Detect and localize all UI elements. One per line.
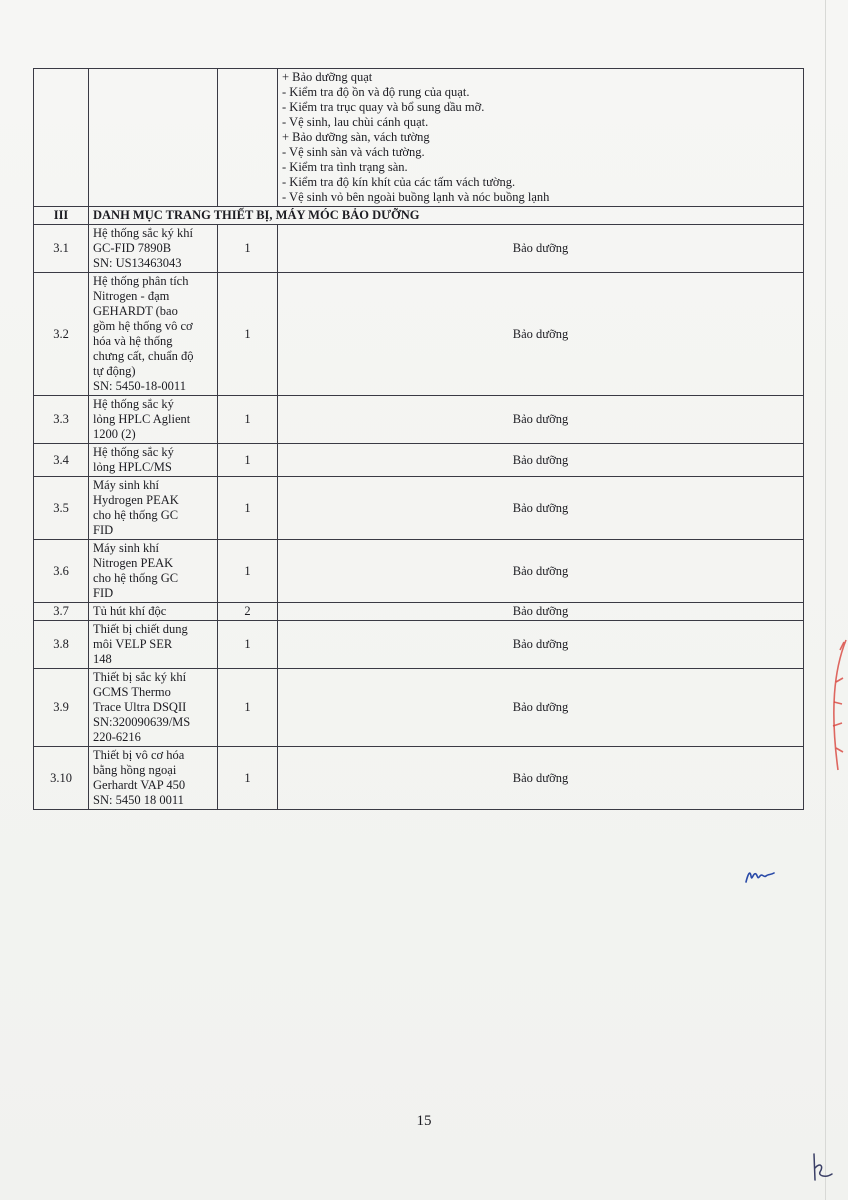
equipment-name [89,603,218,621]
table-row [34,747,804,810]
equipment-name-line: GC-FID 7890B [93,241,172,255]
cell-empty [34,69,89,207]
table-row [34,396,804,444]
table-row [34,603,804,621]
maintenance-steps-cell [278,69,804,207]
equipment-name-line: Máy sinh khí [93,478,159,492]
maintenance-step: - Vệ sinh, lau chùi cánh quạt. [282,115,429,129]
equipment-name [89,747,218,810]
maintenance-action: Bảo dưỡng [278,621,804,669]
equipment-name-line: 148 [93,652,112,666]
equipment-name-line: bằng hồng ngoại [93,763,177,777]
maintenance-step: - Kiểm tra trục quay và bổ sung dầu mỡ. [282,100,485,114]
equipment-name [89,621,218,669]
equipment-name-line: môi VELP SER [93,637,173,651]
maintenance-action: Bảo dưỡng [278,396,804,444]
row-number: 3.2 [34,273,89,396]
quantity: 1 [218,477,278,540]
equipment-name [89,396,218,444]
equipment-name-line: gồm hệ thống vô cơ [93,319,193,333]
maintenance-action: Bảo dưỡng [278,225,804,273]
table-row-continued [34,69,804,207]
equipment-name-line: lỏng HPLC Aglient [93,412,191,426]
equipment-name-line: SN: US13463043 [93,256,182,270]
quantity: 1 [218,444,278,477]
table-row [34,621,804,669]
equipment-name-line: Thiết bị sắc ký khí [93,670,187,684]
maintenance-step: - Kiểm tra tình trạng sàn. [282,160,408,174]
scan-edge-line [825,0,826,1200]
row-number: 3.8 [34,621,89,669]
equipment-name-line: Thiết bị vô cơ hóa [93,748,185,762]
table-row [34,444,804,477]
equipment-name-line: 1200 (2) [93,427,136,441]
equipment-name-line: tự động) [93,364,136,378]
cell-empty [218,69,278,207]
quantity: 1 [218,540,278,603]
row-number: 3.10 [34,747,89,810]
equipment-name-line: SN: 5450-18-0011 [93,379,186,393]
maintenance-action: Bảo dưỡng [278,540,804,603]
cell-empty [89,69,218,207]
equipment-name-line: lỏng HPLC/MS [93,460,172,474]
equipment-name-line: FID [93,586,114,600]
row-number: 3.1 [34,225,89,273]
maintenance-step: + Bảo dưỡng quạt [282,70,373,84]
equipment-name-line: cho hệ thống GC [93,571,179,585]
section-title: DANH MỤC TRANG THIẾT BỊ, MÁY MÓC BẢO DƯỠNG [89,207,804,225]
maintenance-step: + Bảo dưỡng sàn, vách tường [282,130,430,144]
maintenance-step: - Vệ sinh sàn và vách tường. [282,145,425,159]
equipment-name [89,477,218,540]
row-number: 3.5 [34,477,89,540]
maintenance-action: Bảo dưỡng [278,444,804,477]
section-number: III [34,207,89,225]
equipment-name-line: SN:320090639/MS [93,715,191,729]
equipment-name-line: Hệ thống phân tích [93,274,189,288]
quantity: 1 [218,396,278,444]
equipment-name-line: FID [93,523,114,537]
equipment-name-line: Trace Ultra DSQII [93,700,187,714]
quantity: 1 [218,747,278,810]
equipment-name [89,540,218,603]
equipment-name-line: Tủ hút khí độc [93,604,167,618]
quantity: 2 [218,603,278,621]
maintenance-step: - Kiểm tra độ kín khít của các tấm vách tường. [282,175,516,189]
handwritten-initials [744,864,780,888]
equipment-name [89,273,218,396]
page-number: 15 [416,1113,432,1129]
equipment-name-line: GEHARDT (bao [93,304,178,318]
equipment-name-line: Thiết bị chiết dung [93,622,188,636]
handwritten-mark [808,1150,838,1186]
equipment-name-line: Máy sinh khí [93,541,159,555]
quantity: 1 [218,669,278,747]
equipment-name-line: hóa và hệ thống [93,334,173,348]
table-row [34,273,804,396]
section-header-row [34,207,804,225]
quantity: 1 [218,621,278,669]
equipment-name-line: chưng cất, chuẩn độ [93,349,194,363]
equipment-name-line: Hệ thống sắc ký [93,397,174,411]
equipment-name-line: Nitrogen - đạm [93,289,170,303]
table-row [34,669,804,747]
equipment-name-line: Hydrogen PEAK [93,493,179,507]
row-number: 3.4 [34,444,89,477]
row-number: 3.6 [34,540,89,603]
equipment-name-line: GCMS Thermo [93,685,171,699]
equipment-table [33,68,804,810]
equipment-name [89,225,218,273]
maintenance-step: - Vệ sinh vỏ bên ngoài buồng lạnh và nóc buồng lạnh [282,190,550,204]
quantity: 1 [218,273,278,396]
table-row [34,540,804,603]
maintenance-action: Bảo dưỡng [278,669,804,747]
stamp-partial [820,630,848,780]
equipment-name-line: cho hệ thống GC [93,508,179,522]
table-row [34,225,804,273]
equipment-name [89,669,218,747]
quantity: 1 [218,225,278,273]
equipment-name-line: SN: 5450 18 0011 [93,793,184,807]
maintenance-action: Bảo dưỡng [278,273,804,396]
table-row [34,477,804,540]
row-number: 3.7 [34,603,89,621]
maintenance-action: Bảo dưỡng [278,747,804,810]
equipment-name-line: Nitrogen PEAK [93,556,174,570]
equipment-name-line: 220-6216 [93,730,141,744]
maintenance-action: Bảo dưỡng [278,603,804,621]
equipment-name-line: Gerhardt VAP 450 [93,778,186,792]
maintenance-action: Bảo dưỡng [278,477,804,540]
equipment-name-line: Hệ thống sắc ký khí [93,226,193,240]
row-number: 3.3 [34,396,89,444]
row-number: 3.9 [34,669,89,747]
equipment-name-line: Hệ thống sắc ký [93,445,174,459]
equipment-name [89,444,218,477]
maintenance-step: - Kiểm tra độ ồn và độ rung của quạt. [282,85,470,99]
